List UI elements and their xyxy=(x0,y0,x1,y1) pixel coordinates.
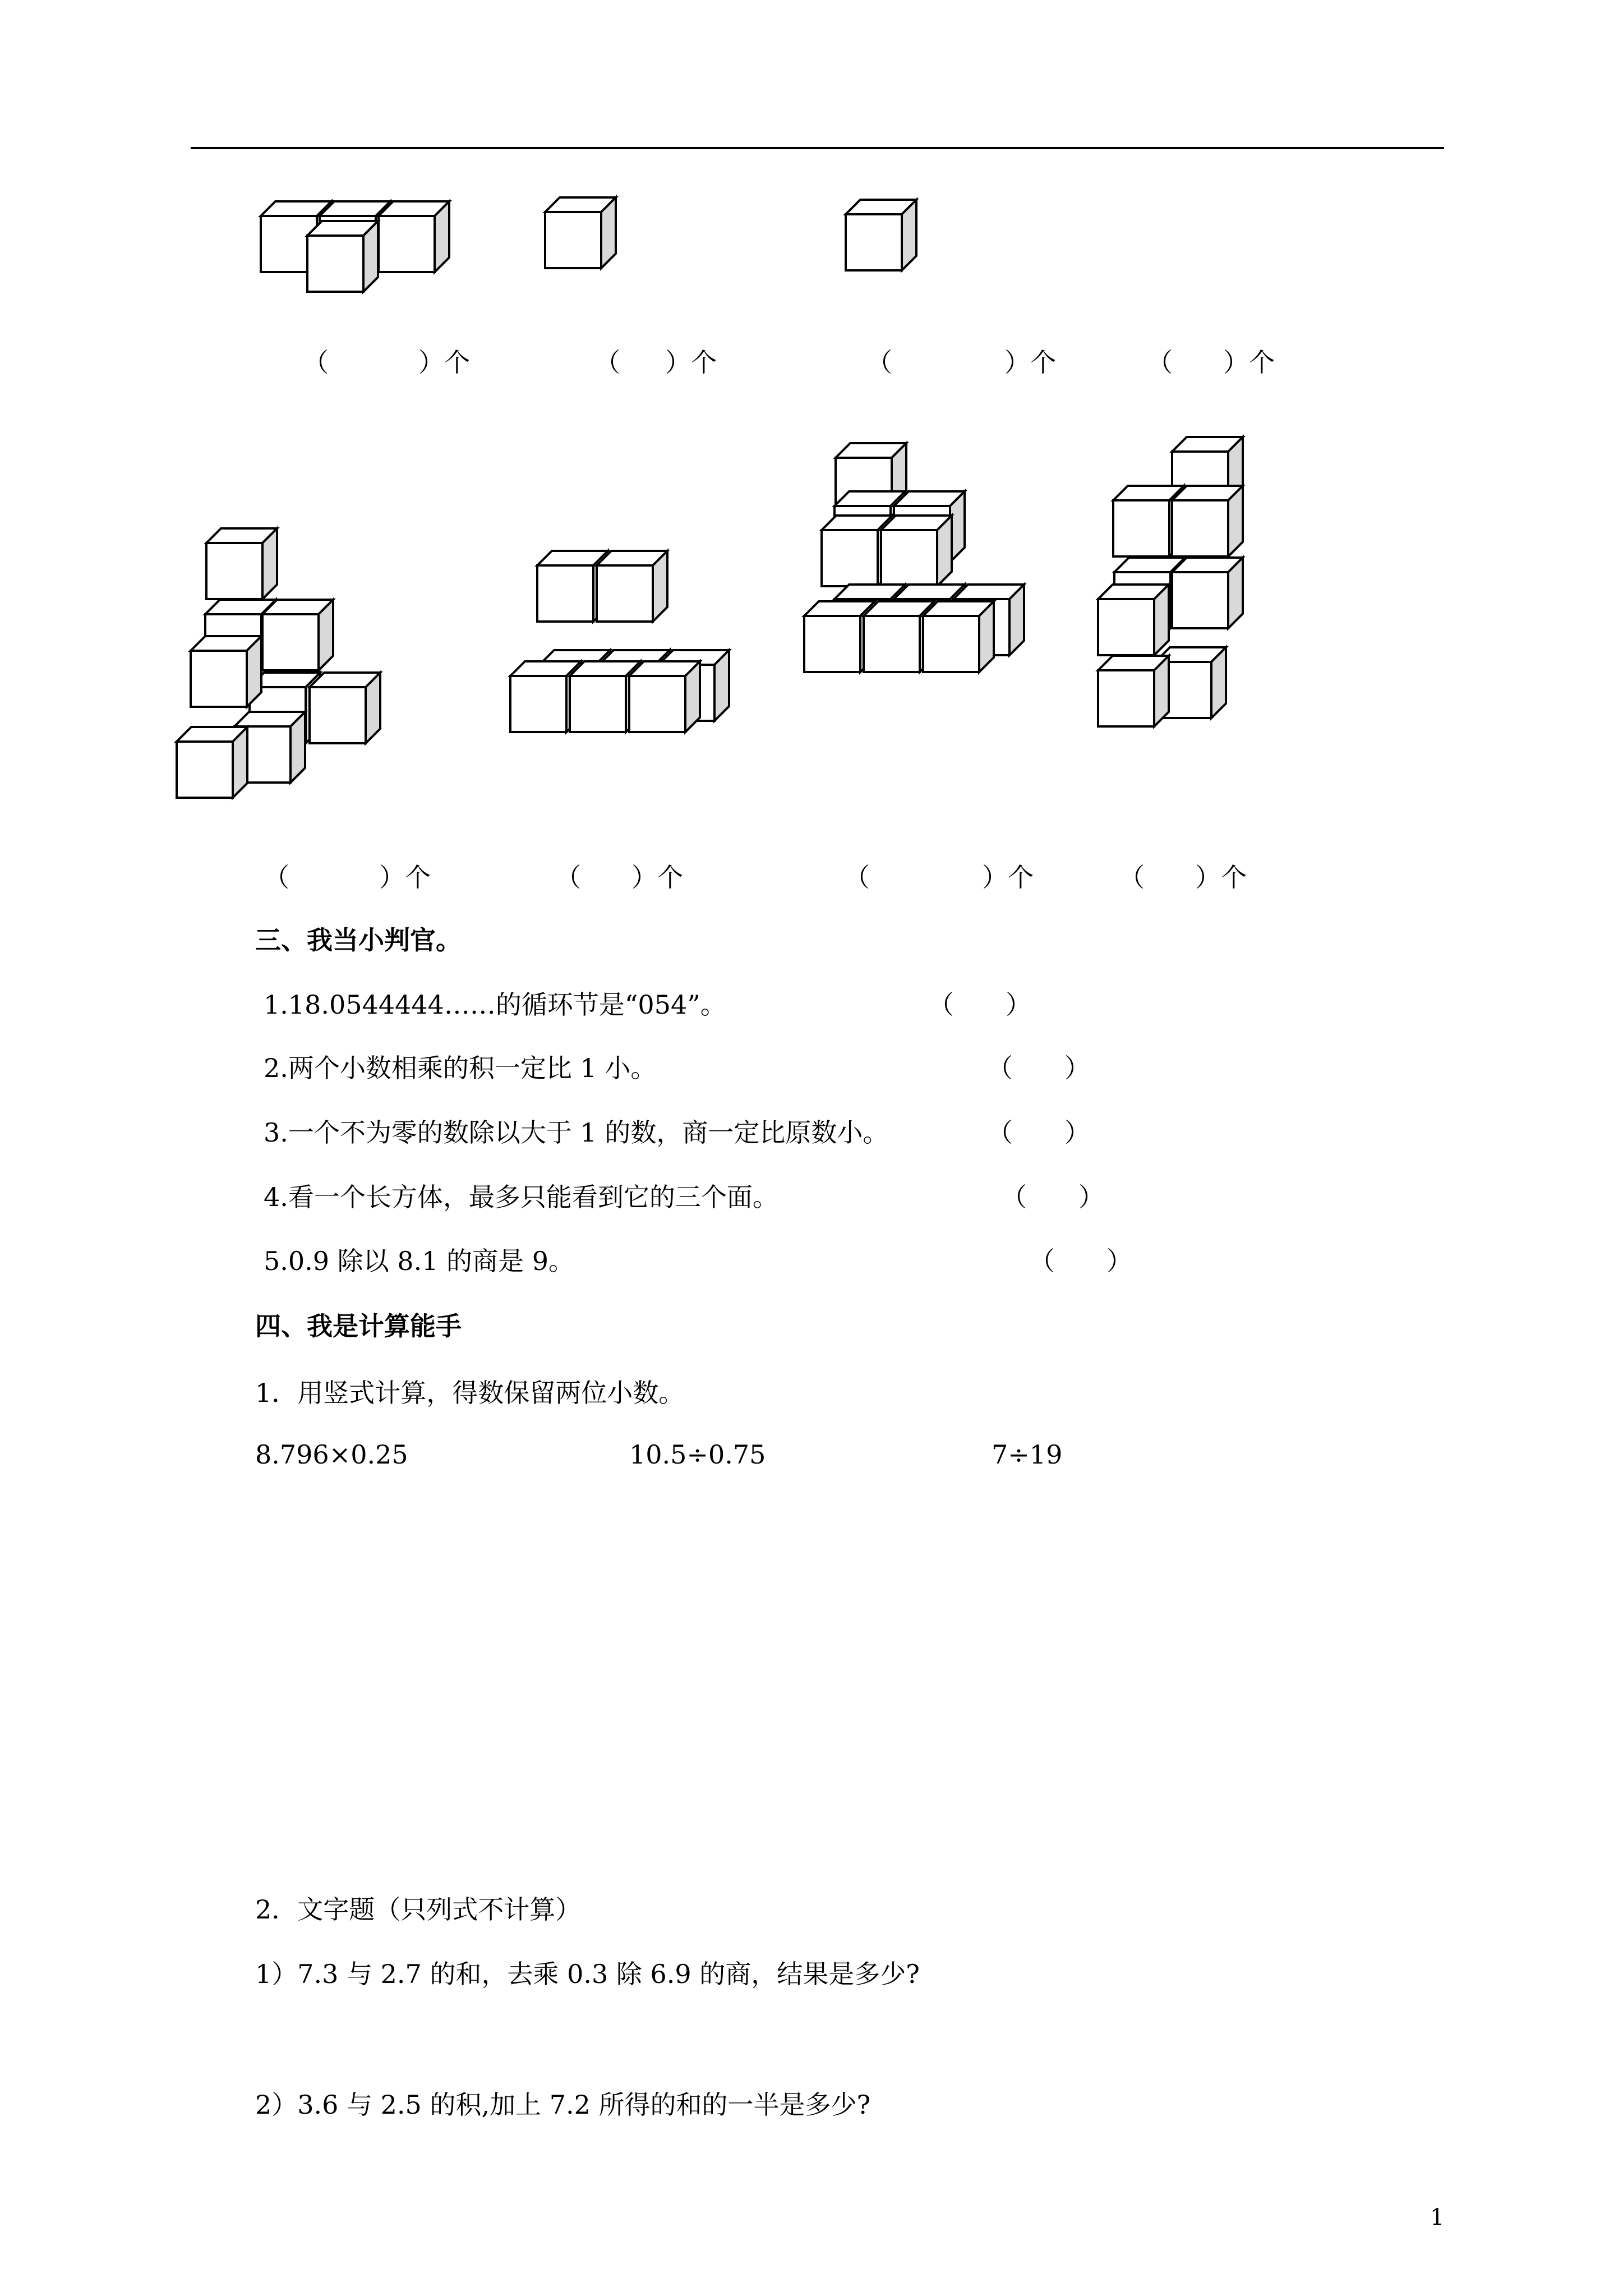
open-paren: （ xyxy=(594,347,620,378)
figure-3 xyxy=(846,200,916,270)
judge-blank-2[interactable]: （ ） xyxy=(987,1053,1090,1083)
open-paren: （ xyxy=(844,862,870,892)
open-paren: （ xyxy=(303,347,329,378)
calc-expr-3: 7÷19 xyxy=(992,1439,1063,1470)
judge-item-3: 3.一个不为零的数除以大于 1 的数，商一定比原数小。 xyxy=(264,1117,889,1148)
answer-blank-5[interactable] xyxy=(264,857,431,894)
figure-8 xyxy=(1098,437,1243,726)
judge-item-5: 5.0.9 除以 8.1 的商是 9。 xyxy=(264,1246,574,1276)
page-number: 1 xyxy=(1430,2205,1445,2230)
answer-blank-6[interactable] xyxy=(555,857,683,894)
close-paren: ） xyxy=(1195,862,1221,892)
q1-label: 1．用竖式计算，得数保留两位小数。 xyxy=(255,1378,685,1408)
unit-label: 个 xyxy=(657,862,683,892)
judge-item-2: 2.两个小数相乘的积一定比 1 小。 xyxy=(264,1053,657,1083)
word-problem-1: 1）7.3 与 2.7 的和，去乘 0.3 除 6.9 的商，结果是多少? xyxy=(255,1959,920,1989)
section-3-title: 三、我当小判官。 xyxy=(255,925,462,955)
close-paren: ） xyxy=(982,862,1008,892)
close-paren: ） xyxy=(1004,347,1030,378)
unit-label: 个 xyxy=(1249,347,1275,378)
judge-blank-5[interactable]: （ ） xyxy=(1029,1246,1132,1276)
judge-item-1: 1.18.0544444……的循环节是“054”。 xyxy=(264,990,726,1020)
close-paren: ） xyxy=(379,862,405,892)
answer-blank-4[interactable] xyxy=(1147,342,1275,379)
open-paren: （ xyxy=(1147,347,1173,378)
close-paren: ） xyxy=(665,347,691,378)
unit-label: 个 xyxy=(691,347,717,378)
open-paren: （ xyxy=(264,862,289,892)
close-paren: ） xyxy=(1223,347,1249,378)
calc-expr-2: 10.5÷0.75 xyxy=(629,1439,766,1470)
judge-blank-1[interactable]: （ ） xyxy=(928,990,1031,1020)
answer-blank-7[interactable] xyxy=(844,857,1034,894)
answer-blank-3[interactable] xyxy=(866,342,1056,379)
judge-item-4: 4.看一个长方体，最多只能看到它的三个面。 xyxy=(264,1182,778,1212)
unit-label: 个 xyxy=(1030,347,1056,378)
section-4-title: 四、我是计算能手 xyxy=(255,1311,462,1341)
judge-blank-4[interactable]: （ ） xyxy=(1001,1182,1104,1212)
q2-label: 2．文字题（只列式不计算） xyxy=(255,1894,582,1925)
close-paren: ） xyxy=(631,862,657,892)
answer-blank-1[interactable] xyxy=(303,342,470,379)
unit-label: 个 xyxy=(1221,862,1247,892)
answer-blank-2[interactable] xyxy=(594,342,717,379)
figure-5 xyxy=(177,528,380,798)
figure-6 xyxy=(510,551,729,732)
unit-label: 个 xyxy=(405,862,431,892)
close-paren: ） xyxy=(418,347,444,378)
calc-expr-1: 8.796×0.25 xyxy=(255,1439,408,1470)
open-paren: （ xyxy=(555,862,581,892)
word-problem-2: 2）3.6 与 2.5 的积,加上 7.2 所得的和的一半是多少? xyxy=(255,2090,871,2120)
figure-1 xyxy=(261,201,449,292)
figure-7 xyxy=(804,443,1024,672)
unit-label: 个 xyxy=(1008,862,1034,892)
figure-2 xyxy=(545,197,616,268)
judge-blank-3[interactable]: （ ） xyxy=(987,1117,1090,1148)
unit-label: 个 xyxy=(444,347,470,378)
open-paren: （ xyxy=(1119,862,1145,892)
open-paren: （ xyxy=(866,347,892,378)
answer-blank-8[interactable] xyxy=(1119,857,1247,894)
